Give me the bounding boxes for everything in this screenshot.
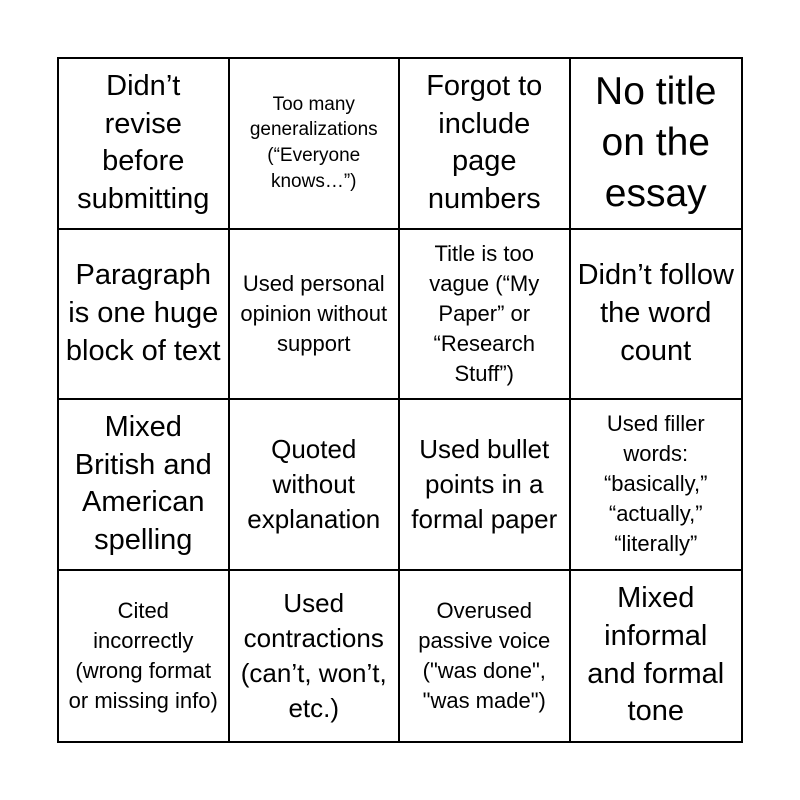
cell-text: Cited incorrectly (wrong format or missing info) <box>68 597 218 713</box>
bingo-cell[interactable] <box>230 571 401 742</box>
cell-text: Too many generalizations (“Everyone knows…”) <box>249 93 378 193</box>
cell-text: Used bullet points in a formal paper <box>411 433 558 534</box>
bingo-cell[interactable] <box>230 59 401 230</box>
bingo-cell[interactable] <box>400 59 571 230</box>
bingo-cell[interactable] <box>230 400 401 571</box>
bingo-cell[interactable] <box>400 400 571 571</box>
bingo-board <box>57 57 743 743</box>
cell-text: Used personal opinion without support <box>240 270 388 356</box>
cell-text: Mixed informal and formal tone <box>587 582 725 728</box>
cell-text: No title on the essay <box>595 70 717 215</box>
cell-text: Forgot to include page numbers <box>426 69 543 215</box>
cell-text: Paragraph is one huge block of text <box>65 259 221 367</box>
bingo-cell[interactable] <box>571 400 742 571</box>
cell-text: Used contractions (can’t, won’t, etc.) <box>240 587 387 723</box>
bingo-cell[interactable] <box>59 571 230 742</box>
bingo-cell[interactable] <box>230 230 401 401</box>
cell-text: Overused passive voice ("was done", "was made") <box>418 597 551 713</box>
bingo-cell[interactable] <box>571 571 742 742</box>
bingo-cell[interactable] <box>59 400 230 571</box>
bingo-cell[interactable] <box>59 230 230 401</box>
bingo-cell[interactable] <box>571 230 742 401</box>
cell-text: Title is too vague (“My Paper” or “Research Stuff”) <box>429 240 540 386</box>
bingo-cell[interactable] <box>400 571 571 742</box>
cell-text: Mixed British and American spelling <box>74 410 212 556</box>
bingo-cell[interactable] <box>59 59 230 230</box>
cell-text: Quoted without explanation <box>247 433 381 534</box>
bingo-cell[interactable] <box>571 59 742 230</box>
cell-text: Used filler words: “basically,” “actually,” “literally” <box>603 411 708 557</box>
bingo-cell[interactable] <box>400 230 571 401</box>
cell-text: Didn’t follow the word count <box>577 259 734 367</box>
cell-text: Didn’t revise before submitting <box>77 69 210 215</box>
